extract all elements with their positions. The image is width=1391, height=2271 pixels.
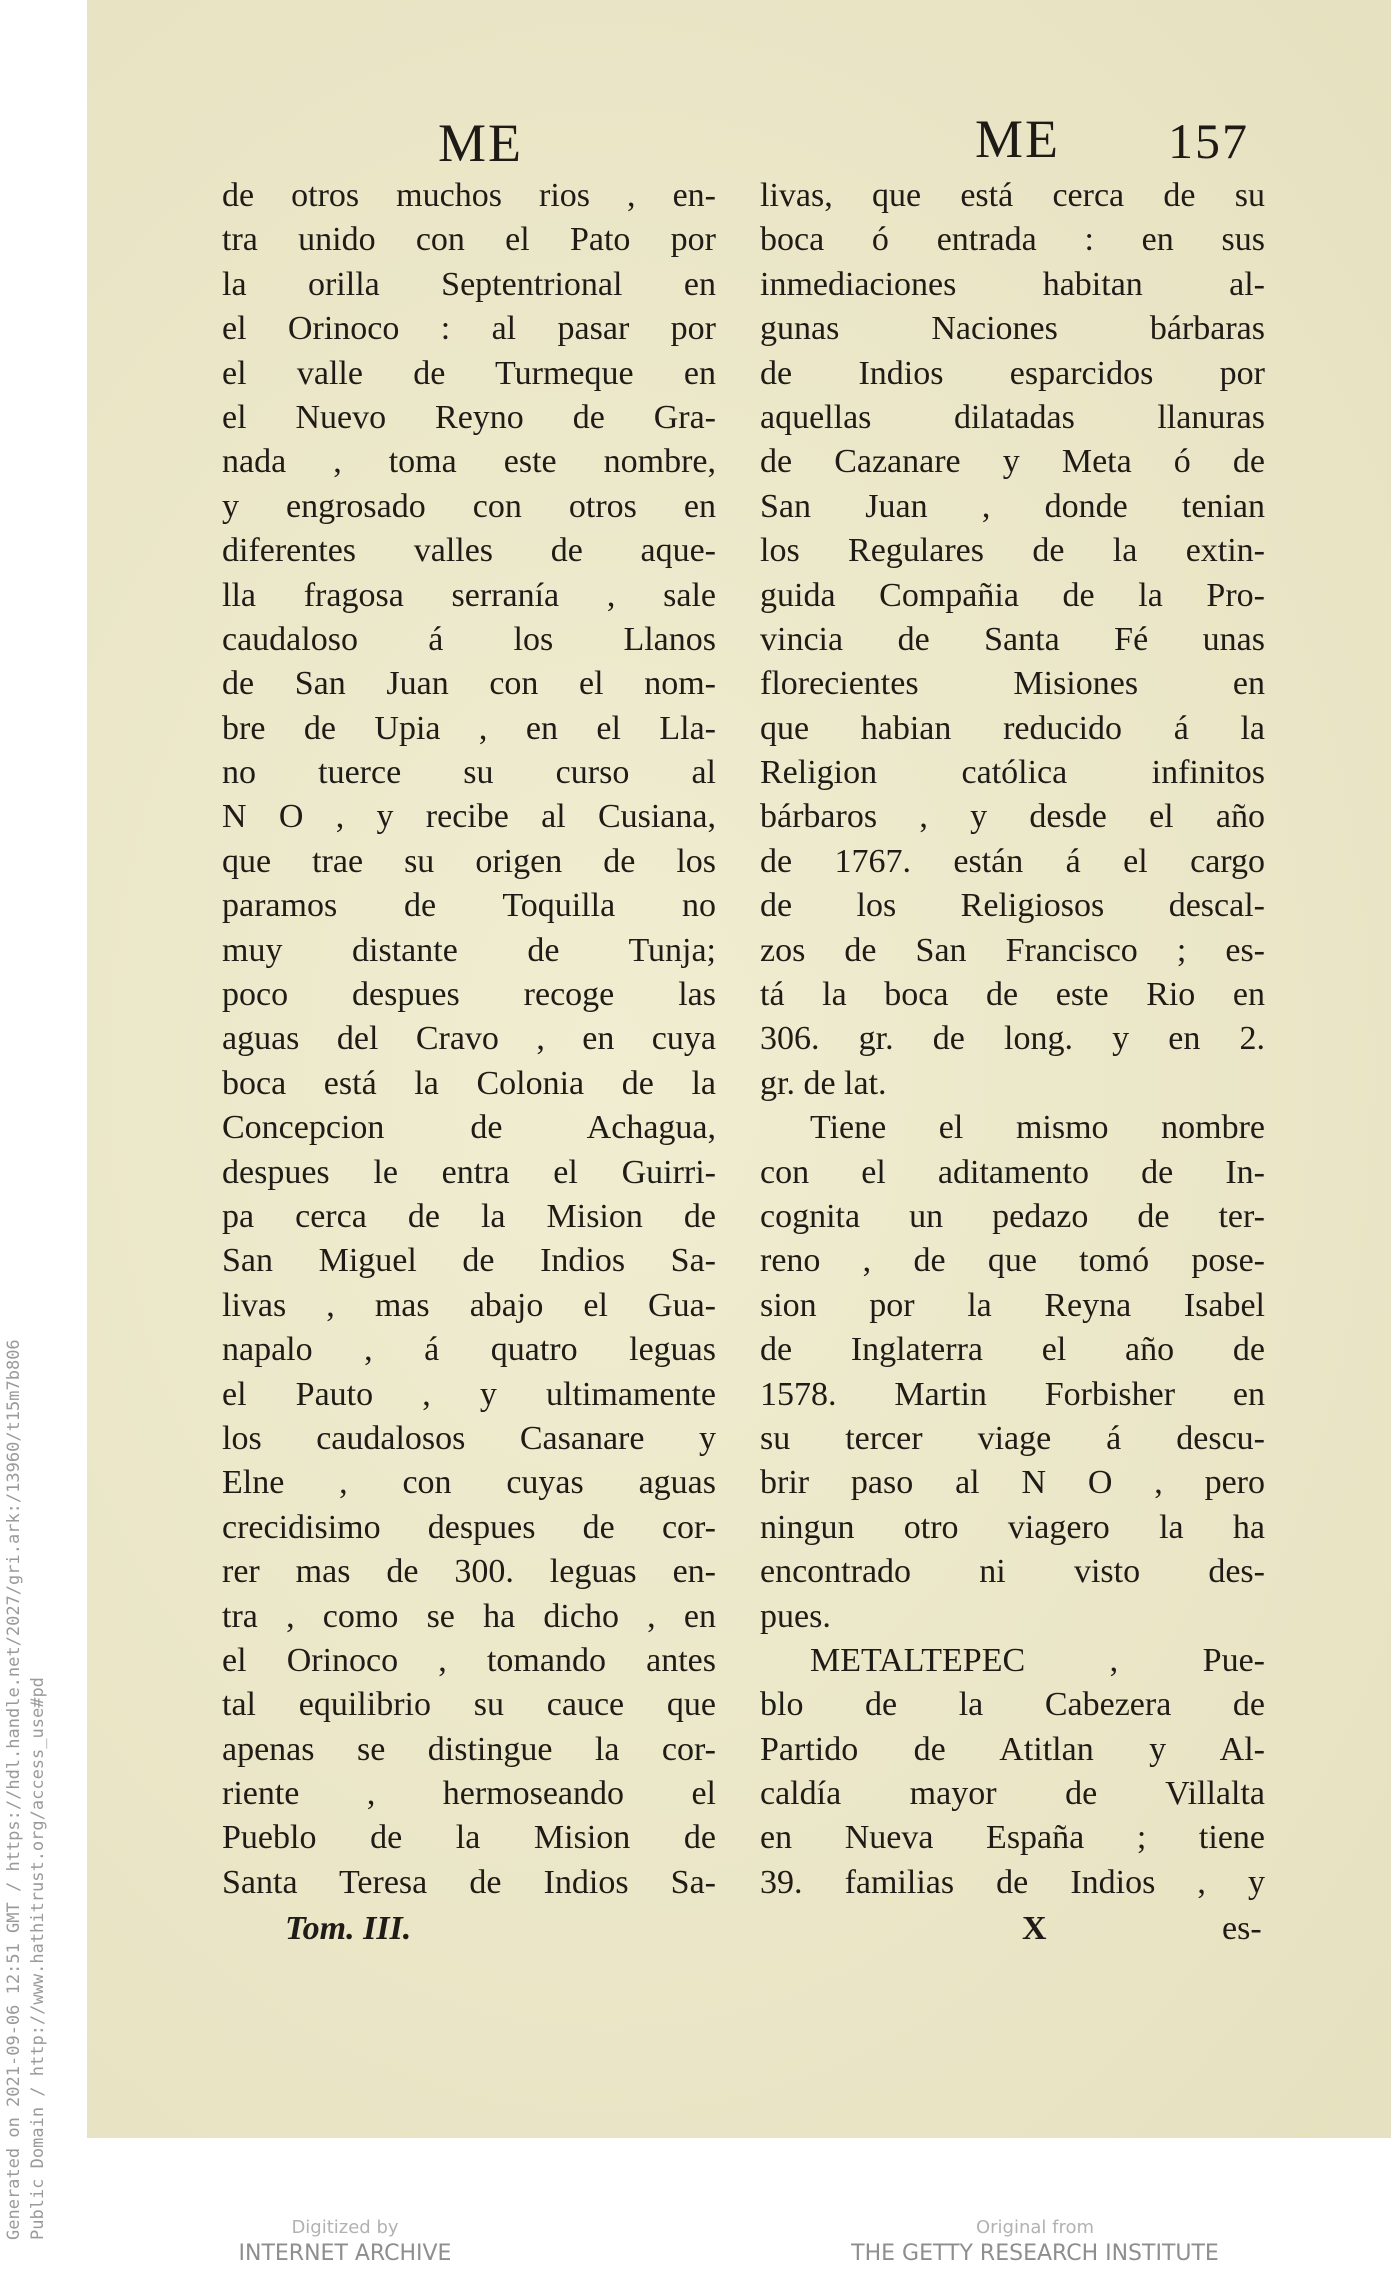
text-line: poco despues recoge las: [222, 976, 716, 1014]
text-line: de Indios esparcidos por: [760, 354, 1265, 392]
text-line: despues le entra el Guirri-: [222, 1153, 716, 1191]
text-line: brir paso al N O , pero: [760, 1464, 1265, 1502]
text-line: cognita un pedazo de ter-: [760, 1197, 1265, 1235]
left-text-column: [222, 174, 716, 1905]
text-line: crecidisimo despues de cor-: [222, 1508, 716, 1546]
text-line: napalo , á quatro leguas: [222, 1331, 716, 1369]
text-line: de San Juan con el nom-: [222, 665, 716, 703]
text-line: con el aditamento de In-: [760, 1153, 1265, 1191]
text-line: pa cerca de la Mision de: [222, 1197, 716, 1235]
text-line: lla fragosa serranía , sale: [222, 576, 716, 614]
text-line: de los Religiosos descal-: [760, 887, 1265, 925]
text-line: reno , de que tomó pose-: [760, 1242, 1265, 1280]
volume-signature: Tom. III.: [285, 1910, 412, 1947]
text-line: el Pauto , y ultimamente: [222, 1375, 716, 1413]
text-line: diferentes valles de aque-: [222, 532, 716, 570]
text-line: gunas Naciones bárbaras: [760, 310, 1265, 348]
text-line: el Nuevo Reyno de Gra-: [222, 398, 716, 436]
text-line: de otros muchos rios , en-: [222, 177, 716, 214]
text-line: de Cazanare y Meta ó de: [760, 443, 1265, 481]
text-line: sion por la Reyna Isabel: [760, 1286, 1265, 1324]
right-running-head: ME: [975, 109, 1060, 169]
text-line: la orilla Septentrional en: [222, 265, 716, 303]
text-line: inmediaciones habitan al-: [760, 265, 1265, 303]
text-line: ningun otro viagero la ha: [760, 1508, 1265, 1546]
text-line: bre de Upia , en el Lla-: [222, 709, 716, 747]
internet-archive-label: INTERNET ARCHIVE: [238, 2241, 452, 2266]
access-watermark: [2, 1339, 50, 2240]
text-line: aguas del Cravo , en cuya: [222, 1020, 716, 1058]
text-line: apenas se distingue la cor-: [222, 1730, 716, 1768]
text-line: METALTEPEC , Pue-: [810, 1641, 1265, 1679]
text-line: paramos de Toquilla no: [222, 887, 716, 925]
text-line: guida Compañia de la Pro-: [760, 576, 1265, 614]
text-line: tal equilibrio su cauce que: [222, 1686, 716, 1724]
text-line: boca ó entrada : en sus: [760, 221, 1265, 259]
text-line: vincia de Santa Fé unas: [760, 620, 1265, 658]
text-line: livas, que está cerca de su: [760, 177, 1265, 214]
page-number: 157: [1168, 113, 1249, 169]
text-line: caudaloso á los Llanos: [222, 620, 716, 658]
text-line: Pueblo de la Mision de: [222, 1819, 716, 1857]
text-line: de Inglaterra el año de: [760, 1331, 1265, 1369]
text-line: su tercer viage á descu-: [760, 1419, 1265, 1457]
text-line: de 1767. están á el cargo: [760, 842, 1265, 880]
text-line: livas , mas abajo el Gua-: [222, 1286, 716, 1324]
text-line: Tiene el mismo nombre: [810, 1109, 1265, 1147]
text-line: N O , y recibe al Cusiana,: [222, 798, 716, 836]
public-domain-notice: Public Domain / http://www.hathitrust.org/access_use#pd: [28, 1677, 48, 2240]
text-line: Santa Teresa de Indios Sa-: [222, 1863, 716, 1901]
text-line: florecientes Misiones en: [760, 665, 1265, 703]
text-line: muy distante de Tunja;: [222, 931, 716, 969]
text-line: tra , como se ha dicho , en: [222, 1597, 716, 1635]
text-line: y engrosado con otros en: [222, 487, 716, 525]
signature-mark: X: [1022, 1910, 1047, 1947]
text-line: gr. de lat.: [760, 1064, 887, 1102]
text-line: Partido de Atitlan y Al-: [760, 1730, 1265, 1768]
text-line: el Orinoco , tomando antes: [222, 1641, 716, 1679]
text-line: 306. gr. de long. y en 2.: [760, 1020, 1265, 1058]
text-line: pues.: [760, 1597, 831, 1635]
text-line: bárbaros , y desde el año: [760, 798, 1265, 836]
text-line: tra unido con el Pato por: [222, 221, 716, 259]
original-from-label: Original from: [975, 2217, 1095, 2238]
getty-institute-label: THE GETTY RESEARCH INSTITUTE: [851, 2241, 1219, 2266]
text-line: nada , toma este nombre,: [222, 443, 716, 481]
text-line: aquellas dilatadas llanuras: [760, 398, 1265, 436]
text-line: San Miguel de Indios Sa-: [222, 1242, 716, 1280]
text-line: 39. familias de Indios , y: [760, 1863, 1265, 1901]
text-line: encontrado ni visto des-: [760, 1553, 1265, 1591]
text-line: que habian reducido á la: [760, 709, 1265, 747]
text-line: en Nueva España ; tiene: [760, 1819, 1265, 1857]
text-line: zos de San Francisco ; es-: [760, 931, 1265, 969]
text-line: los caudalosos Casanare y: [222, 1419, 716, 1457]
text-line: blo de la Cabezera de: [760, 1686, 1265, 1724]
text-line: el valle de Turmeque en: [222, 354, 716, 392]
text-line: que trae su origen de los: [222, 842, 716, 880]
text-line: Concepcion de Achagua,: [222, 1109, 716, 1147]
text-line: San Juan , donde tenian: [760, 487, 1265, 525]
text-line: los Regulares de la extin-: [760, 532, 1265, 570]
text-line: 1578. Martin Forbisher en: [760, 1375, 1265, 1413]
catchword: es-: [1222, 1910, 1262, 1947]
text-line: Elne , con cuyas aguas: [222, 1464, 716, 1502]
left-running-head: ME: [438, 113, 523, 173]
text-line: tá la boca de este Rio en: [760, 976, 1265, 1014]
text-line: rer mas de 300. leguas en-: [222, 1553, 716, 1591]
digitized-by-label: Digitized by: [291, 2217, 399, 2238]
text-line: boca está la Colonia de la: [222, 1064, 716, 1102]
generated-notice: Generated on 2021-09-06 12:51 GMT / https://hdl.handle.net/2027/gri.ark:/13960/t15m7b806: [4, 1339, 24, 2240]
text-line: el Orinoco : al pasar por: [222, 310, 716, 348]
original-from-credit: [845, 2216, 1225, 2268]
right-text-column: [760, 174, 1265, 1905]
digitized-by-credit: [220, 2216, 470, 2268]
text-line: caldía mayor de Villalta: [760, 1775, 1265, 1813]
text-line: Religion católica infinitos: [760, 754, 1265, 792]
text-line: riente , hermoseando el: [222, 1775, 716, 1813]
text-line: no tuerce su curso al: [222, 754, 716, 792]
